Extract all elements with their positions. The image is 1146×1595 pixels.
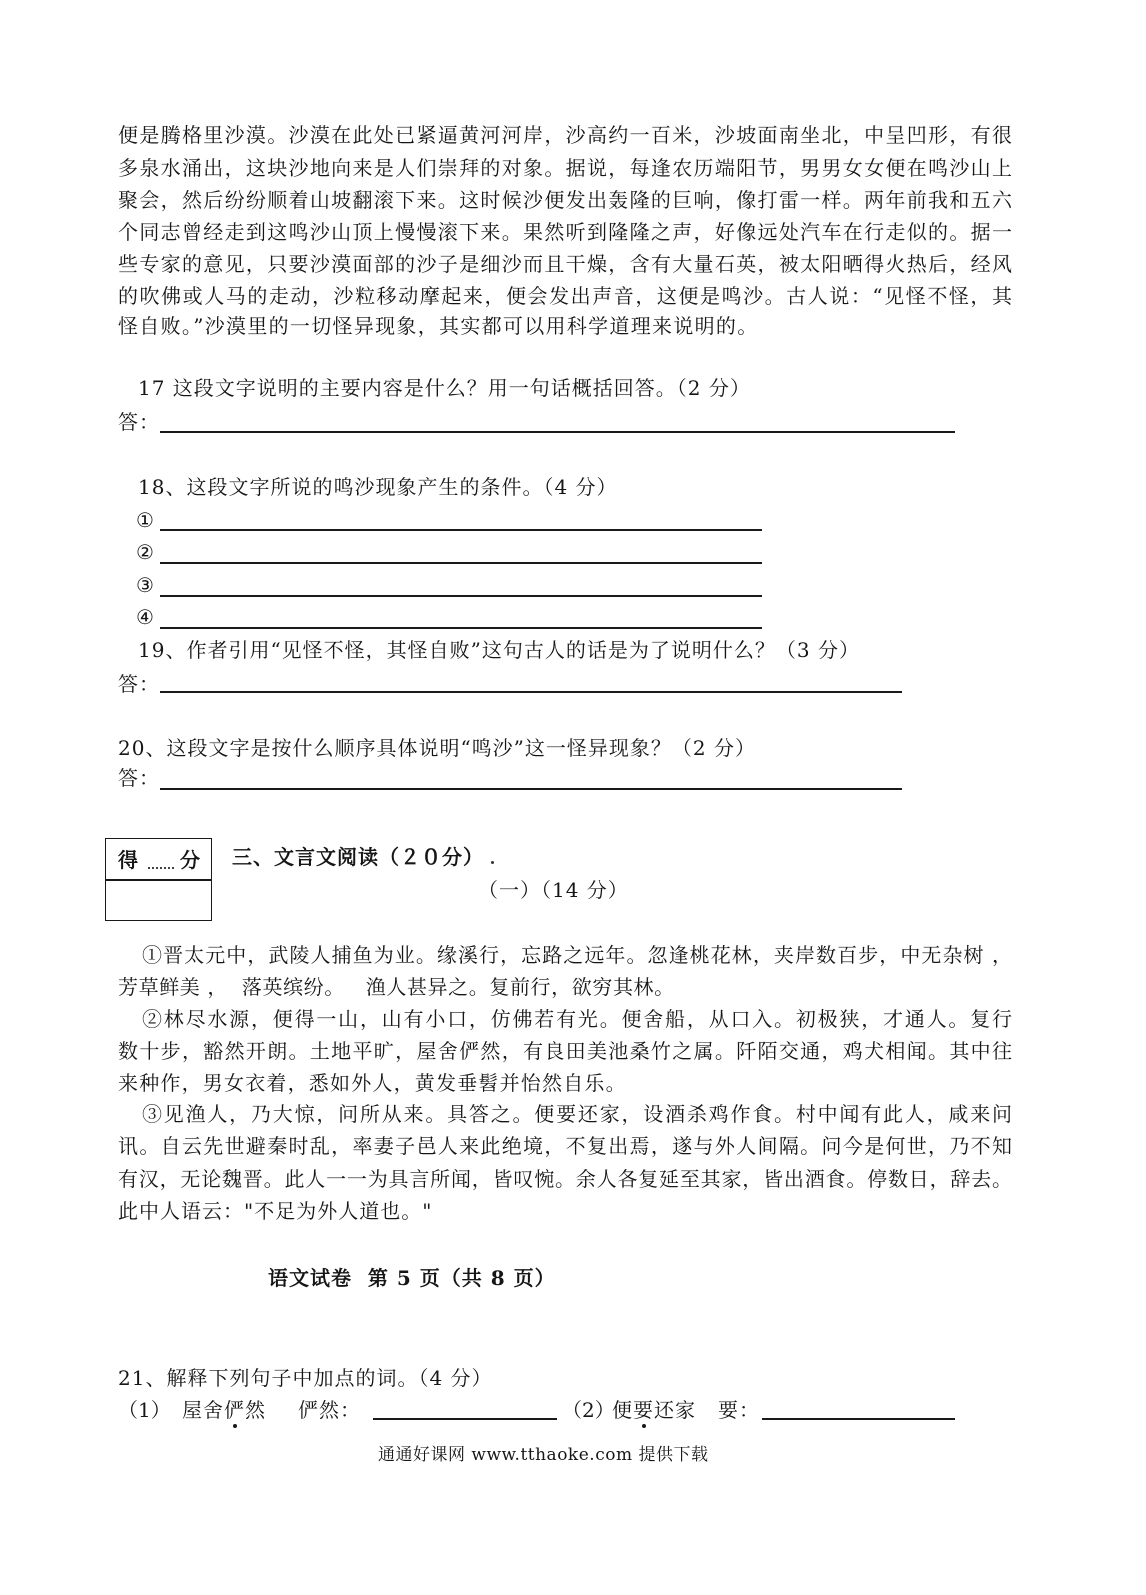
- item-phrase: [182, 1398, 266, 1422]
- condition-marker: ③: [136, 573, 155, 597]
- phrase-text: 然: [245, 1398, 266, 1422]
- passage-line: 聚会，然后纷纷顺着山坡翻滚下来。这时候沙便发出轰隆的巨响，像打雷一样。两年前我和五六: [118, 188, 1012, 212]
- passage-line: 怪自败。”沙漠里的一切怪异现象，其实都可以用科学道理来说明的。: [118, 314, 759, 338]
- phrase-text: 还家: [654, 1398, 696, 1422]
- question-prompt: 21、解释下列句子中加点的词。（4 分）: [118, 1366, 493, 1390]
- answer-line: [373, 1418, 557, 1420]
- passage-line: 的吹佛或人马的走动，沙粒移动摩起来，便会发出声音，这便是鸣沙。古人说：“见怪不怪，其: [118, 284, 1012, 308]
- section-heading: 三、文言文阅读（２０分）: [232, 845, 484, 869]
- source-watermark: 通通好课网 www.tthaoke.com 提供下载: [378, 1445, 709, 1465]
- stray-mark: [491, 861, 494, 864]
- score-label-dots: [148, 867, 174, 869]
- passage-line: 个同志曾经走到这鸣沙山顶上慢慢滚下来。果然听到隆隆之声，好像远处汽车在行走似的。据一: [118, 220, 1012, 244]
- dotted-character: 要: [633, 1398, 654, 1422]
- classical-line: 有汉，无论魏晋。此人一一为具言所闻，皆叹惋。余人各复延至其家，皆出酒食。停数日，辞去。: [118, 1167, 1012, 1191]
- item-term: 要：: [718, 1398, 760, 1422]
- answer-label: 答：: [118, 672, 160, 696]
- section-subheading: （一）（14 分）: [478, 878, 629, 902]
- condition-marker: ①: [136, 508, 155, 532]
- answer-line: [762, 1418, 955, 1420]
- score-box: [105, 838, 212, 921]
- answer-line: [160, 562, 762, 564]
- condition-marker: ②: [136, 540, 155, 564]
- classical-line: ③见渔人，乃大惊，问所从来。具答之。便要还家，设酒杀鸡作食。村中闻有此人，咸来问: [142, 1102, 1012, 1126]
- answer-label: 答：: [118, 766, 160, 790]
- item-phrase: [612, 1398, 696, 1422]
- classical-line: 芳草鲜美 ， 落英缤纷。 渔人甚异之。复前行，欲穷其林。: [118, 975, 675, 999]
- score-label-char: 分: [180, 848, 200, 872]
- answer-line: [160, 595, 762, 597]
- question-prompt: 20、这段文字是按什么顺序具体说明“鸣沙”这一怪异现象？（2 分）: [118, 736, 756, 760]
- item-number: （2）: [562, 1398, 615, 1422]
- score-label-char: 得: [118, 848, 138, 872]
- classical-line: 数十步，豁然开朗。土地平旷，屋舍俨然，有良田美池桑竹之属。阡陌交通，鸡犬相闻。其中往: [118, 1039, 1012, 1063]
- score-box-divider: [106, 879, 211, 881]
- answer-line: [160, 431, 955, 433]
- question-prompt: 18、这段文字所说的鸣沙现象产生的条件。（4 分）: [138, 475, 618, 499]
- condition-marker: ④: [136, 605, 155, 629]
- item-term: 俨然：: [298, 1398, 361, 1422]
- classical-line: ①晋太元中，武陵人捕鱼为业。缘溪行，忘路之远年。忽逢桃花林，夹岸数百步，中无杂树 ，: [142, 943, 1012, 967]
- passage-line: 便是腾格里沙漠。沙漠在此处已紧逼黄河河岸，沙高约一百米，沙坡面南坐北，中呈凹形，有很: [118, 123, 1012, 147]
- classical-line: 来种作，男女衣着，悉如外人，黄发垂髫并怡然自乐。: [118, 1071, 627, 1095]
- dotted-character: 俨: [224, 1398, 245, 1422]
- classical-line: 讯。自云先世避秦时乱，率妻子邑人来此绝境，不复出焉，遂与外人间隔。问今是何世，乃不知: [118, 1134, 1012, 1158]
- classical-line: ②林尽水源，便得一山，山有小口，仿佛若有光。便舍船，从口入。初极狭，才通人。复行: [142, 1007, 1012, 1031]
- answer-line: [160, 627, 762, 629]
- question-prompt: 17 这段文字说明的主要内容是什么？用一句话概括回答。（2 分）: [138, 376, 751, 400]
- item-number: （1）: [118, 1398, 171, 1422]
- classical-line: 此中人语云："不足为外人道也。": [118, 1199, 433, 1223]
- phrase-text: 便: [612, 1398, 633, 1422]
- passage-line: 多泉水涌出，这块沙地向来是人们崇拜的对象。据说，每逢农历端阳节，男男女女便在鸣沙山上: [118, 156, 1012, 180]
- question-prompt: 19、作者引用“见怪不怪，其怪自败”这句古人的话是为了说明什么？（3 分）: [138, 638, 860, 662]
- phrase-text: 屋舍: [182, 1398, 224, 1422]
- page-footer: 语文试卷 第 5 页（共 8 页）: [268, 1266, 556, 1290]
- answer-label: 答：: [118, 410, 160, 434]
- passage-line: 些专家的意见，只要沙漠面部的沙子是细沙而且干燥，含有大量石英，被太阳晒得火热后，经风: [118, 252, 1012, 276]
- answer-line: [160, 691, 902, 693]
- answer-line: [160, 788, 902, 790]
- answer-line: [160, 529, 762, 531]
